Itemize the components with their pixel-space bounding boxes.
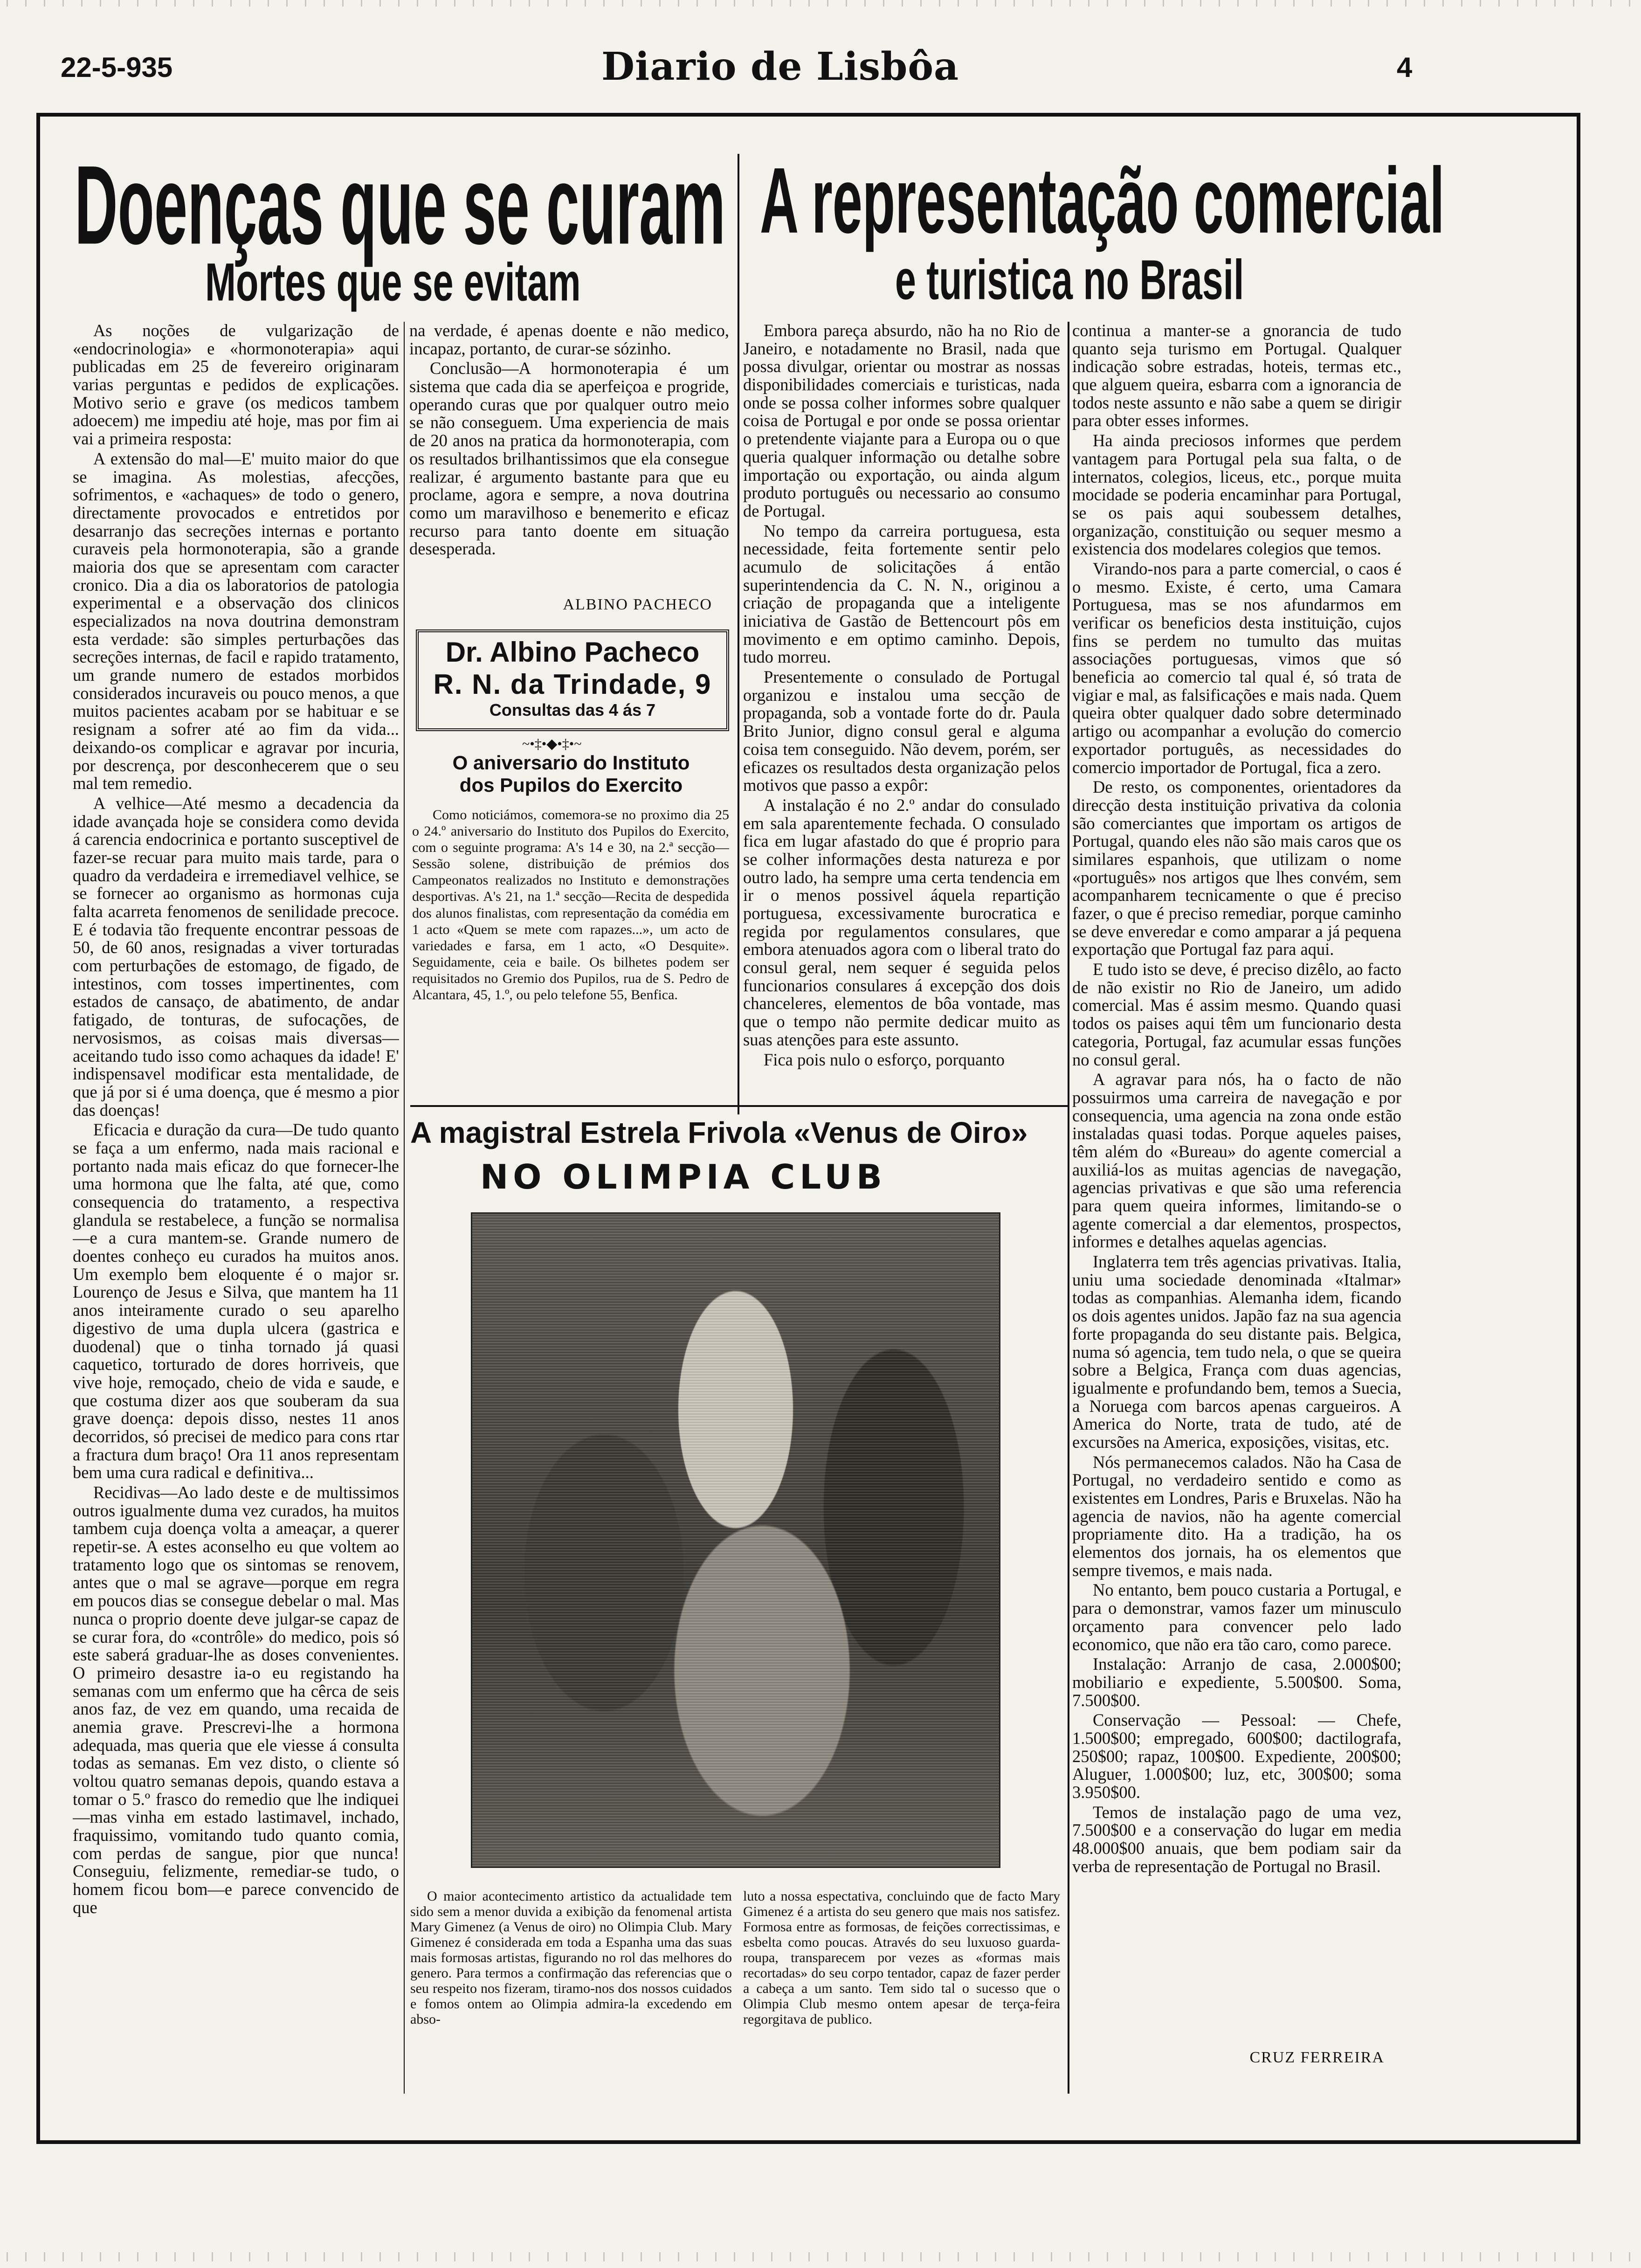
paragraph: Nós permanecemos calados. Não ha Casa de Portugal, no verdadeiro sentido e como as existentes em Londres, Paris e Bruxelas. Não ha agencia de navios, não ha agente comercial propriamente dito. Ha a tradição, ha os elementos dos jornais, ha os elementos que sempre tivemos, e mais nada.	[1072, 1452, 1401, 1580]
paragraph: As noções de vulgarização de «endocrinologia» e «hormonoterapia» aqui publicadas em 25 de fevereiro originaram varias perguntas e pedidos de explicações. Motivo serio e grave (os medicos tambem adoecem) me impediu até hoje, mas por fim ai vai a primeira resposta:	[73, 322, 399, 449]
venus-top-rule	[410, 1105, 1068, 1107]
institute-body	[412, 807, 729, 1096]
paragraph: Instalação: Arranjo de casa, 2.000$00; mobiliario e expediente, 5.500$00. Soma, 7.500$00.	[1072, 1654, 1401, 1710]
right-subheadline: e turistica no Brasil	[895, 248, 1244, 311]
paragraph: De resto, os componentes, orientadores da direcção desta instituição privativa da colonia são comerciantes que importam os artigos de Portugal, quando eles não são mais caros que os similares espanhois, que utilizam o nome «português» nos artigos que lhes convém, sem acompanharem tecnicamente o que é preciso fazer, o que é preciso remediar, porque caminho se deve enveredar e como amparar a já pequena exportação que Portugal faz para aqui.	[1072, 777, 1401, 959]
paragraph: Embora pareça absurdo, não ha no Rio de Janeiro, e notadamente no Brasil, nada que possa divulgar, orientar ou mostrar as nossas disponibilidades comerciais e turisticas, nada onde se possa colher informes sobre qualquer coisa de Portugal e por onde se possa orientar o pretendente viajante para a Europa ou o que queria qualquer informação ou detalhe sobre importação ou exportação, ou ainda algum produto português ou necessario ao consumo de Portugal.	[743, 322, 1060, 520]
institute-title	[410, 752, 732, 797]
paragraph: A instalação é no 2.º andar do consulado em sala aparentemente fechada. O consulado fica em lugar afastado do que é proprio para se colher informações desta natureza e por outro lado, ha sempre uma certa tendencia em ir o menos possivel áquela repartição portuguesa, excessivamente burocratica e regida por regulamentos consulares, que embora atenuados agora com o liberal trato do consul geral, nem sequer é seguida pelos funcionarios consulares á excepção dos dois chanceleres, elementos de bôa vontade, mas que o tempo não permite dedicar muito as suas atenções para este assunto.	[743, 795, 1060, 1049]
right-author: CRUZ FERREIRA	[1249, 2049, 1385, 2066]
right-article-col4	[1072, 322, 1401, 2042]
ad-address: R. N. da Trindade, 9	[433, 669, 712, 700]
paragraph: Presentemente o consulado de Portugal organizou e instalou uma secção de propaganda, sob a vontade forte do dr. Paula Brito Junior, digno consul geral e alguma coisa tem conseguido. Não devem, porém, ser eficazes os resultados desta organização pelos motivos que passo a expôr:	[743, 667, 1060, 795]
paragraph: Conservação — Pessoal: — Chefe, 1.500$00; empregado, 600$00; dactilografa, 250$00; rapaz, 100$00. Expediente, 200$00; Aluguer, 1.000$00; luz, etc, 300$00; soma 3.950$00.	[1072, 1710, 1401, 1802]
bottom-scan-edge	[0, 2252, 1641, 2261]
page-number: 4	[1397, 52, 1413, 83]
center-divider	[738, 154, 739, 1114]
paragraph: O maior acontecimento artistico da actualidade tem sido sem a menor duvida a exibição da fenomenal artista Mary Gimenez (a Venus de oiro) no Olimpia Club. Mary Gimenez é considerada em toda a Espanha uma das suas mais formosas artistas, figurando no rol das melhores do genero. Para termos a confirmação das referencias que o seu respeito nos fizeram, tiramo-nos dos nossos cuidados e fomos ontem ao Olimpia admira-la excedendo em abso-	[410, 1888, 732, 2027]
paragraph: A velhice—Até mesmo a decadencia da idade avançada hoje se considera como devida á carencia endocrinica e portanto susceptivel de fazer-se recuar para muito mais tarde, para o quadro da verdadeira e irremediavel velhice, se se fornecer ao organismo as hormonas cuja falta acarreta fenomenos de senilidade precoce. E é todavia tão frequente encontrar pessoas de 50, de 60 anos, resignadas a viver torturadas com perturbações de estomago, de figado, de intestinos, com tosses impertinentes, com estados de cansaço, de abatimento, de andar fatigado, de tonturas, de sufocações, de nervosismos, as coisas mais diversas—aceitando tudo isso como achaques da idade! E' indispensavel modificar esta mentalidade, de que já por si é uma doença, que é mesmo a pior das doenças!	[73, 793, 399, 1120]
paragraph: Ha ainda preciosos informes que perdem vantagem para Portugal pela sua falta, o de internatos, colegios, liceus, etc., porque muita mocidade se poderia encaminhar para Portugal, se os pais aqui soubessem detalhes, organização, constituição ou sequer mesmo a existencia dos modelares colegios que temos.	[1072, 431, 1401, 559]
left-article-col1	[73, 322, 399, 2094]
institute-title-line2: dos Pupilos do Exercito	[459, 774, 683, 796]
right-divider	[1068, 322, 1069, 2094]
paragraph: Inglaterra tem três agencias privativas. Italia, uniu uma sociedade denominada «Italmar» todas as companhias. Alemanha idem, ficando os dois agentes unidos. Japão faz na sua agencia forte propaganda do seu distante pais. Belgica, numa só agencia, tem tudo nela, o que se queira sobre a Belgica, França com duas agencias, igualmente e profundando bem, temos a Suecia, a Noruega com barcos apenas cargueiros. A America do Norte, trata de tudo, até de excursões na America, exposições, visitas, etc.	[1072, 1252, 1401, 1452]
left-headline: Doenças que se curam	[75, 142, 726, 268]
right-article-col3	[743, 322, 1060, 1096]
paragraph: luto a nossa espectativa, concluindo que de facto Mary Gimenez é a artista do seu genero que mais nos satisfez. Formosa entre as formosas, de feições correctissimas, e esbelta como poucas. Através do seu luxuoso guarda-roupa, transparecem por vezes as «formas mais recortadas» do seu corpo tentador, capaz de fazer perder a cabeça a um santo. Tem sido tal o sucesso que o Olimpia Club mesmo ontem apesar de terça-feira regorgitava de publico.	[743, 1888, 1060, 2027]
venus-title: A magistral Estrela Frivola «Venus de Oiro»	[410, 1116, 1028, 1149]
left-subheadline: Mortes que se evitam	[205, 252, 581, 312]
paragraph: na verdade, é apenas doente e não medico, incapaz, portanto, de curar-se sózinho.	[409, 322, 729, 358]
ad-hours: Consultas das 4 ás 7	[489, 700, 656, 719]
paragraph: E tudo isto se deve, é preciso dizêlo, ao facto de não existir no Rio de Janeiro, um adido comercial. Mas é assim mesmo. Quando quasi todos os paises aqui têm um funcionario desta categoria, Portugal, faz acumular essas funções no consul geral.	[1072, 960, 1401, 1069]
left-author: ALBINO PACHECO	[563, 596, 712, 613]
paragraph: Temos de instalação pago de uma vez, 7.500$00 e a conservação do lugar em media 48.000$00 anuais, que bem podiam sair da verba de representação de Portugal no Brasil.	[1072, 1802, 1401, 1876]
paragraph: A agravar para nós, ha o facto de não possuirmos uma carreira de navegação e por consequencia, uma agencia na zona onde estão instaladas quasi todas. Porque aqueles paises, têm além do «Bureau» do agente comercial a auxiliá-los as muitas agencias de navegação, agencias privativas e que são uma referencia para quem queira informes, limitando-se o agente comercial a dar elementos, prospectos, informes e detalhes aquelas agencias.	[1072, 1070, 1401, 1252]
masthead: Diario de Lisbôa	[601, 44, 959, 89]
paragraph: No entanto, bem pouco custaria a Portugal, e para o demonstrar, vamos fazer um minusculo orçamento para convencer pelo lado economico, que não era tão caro, como parece.	[1072, 1580, 1401, 1654]
paragraph: Eficacia e duração da cura—De tudo quanto se faça a um enfermo, nada mais racional e portanto nada mais eficaz do que fornecer-lhe uma hormona que lhe falta, até que, como consequencia do tratamento, a respectiva glandula se restabelece, a função se normalisa—e a cura mantem-se. Grande numero de doentes conheço eu curados ha muitos anos. Um exemplo bem eloquente é o major sr. Lourenço de Jesus e Silva, que mantem ha 11 anos inteiramente curado o seu aparelho digestivo de uma dupla ulcera (gastrica e duodenal) que o tinha tornado já quasi caquetico, torturado de dores horriveis, que vive hoje, remoçado, cheio de vida e saude, e que costuma dizer aos que souberam da sua grave doença: depois disso, nestes 11 anos decorridos, só precisei de medico para cons rtar a fractura dum braço! Ora 11 anos representam bem uma cura radical e definitiva...	[73, 1120, 399, 1482]
paragraph: continua a manter-se a gnorancia de tudo quanto seja turismo em Portugal. Qualquer indicação sobre estradas, hoteis, termas etc., que alguem queira, esbarra com a ignorancia de todos neste assunto e não sabe a quem se dirigir para obter esses informes.	[1072, 322, 1401, 430]
paragraph: No tempo da carreira portuguesa, esta necessidade, feita fortemente sentir pelo acumulo de solicitações á então superintendencia da C. N. N., originou a criação de propaganda que a inteligente iniciativa de Gastão de Bettencourt pôs em movimento e em optimo caminho. Depois, tudo morreu.	[743, 521, 1060, 667]
paragraph: Como noticiámos, comemora-se no proximo dia 25 o 24.º aniversario do Instituto dos Pupilos do Exercito, com o seguinte programa: A's 14 e 30, na 2.ª secção—Sessão solene, distribuição de prémios dos Campeonatos realizados no Instituto e demonstrações desportivas. A's 21, na 1.ª secção—Recita de despedida dos alunos finalistas, com representação da comédia em 1 acto «Quem se mete com rapazes...», um acto de variedades e farsa, em 1 acto, «O Desquite». Seguidamente, ceia e baile. Os bilhetes podem ser requisitados no Gremio dos Pupilos, rua de S. Pedro de Alcantara, 45, 1.º, ou pelo telefone 55, Benfica.	[412, 807, 729, 1003]
paragraph: Recidivas—Ao lado deste e de multissimos outros igualmente duma vez curados, ha muitos tambem cuja doença volta a ameaçar, a querer repetir-se. A estes aconselho eu que voltem ao tratamento logo que os sintomas se renovem, antes que o mal se agrave—porque em regra em poucos dias se consegue debelar o mal. Mas nunca o proprio doente deve julgar-se capaz de se curar fora, do «contrôle» do medico, pois só este saberá graduar-lhe as doses convenientes. O primeiro desastre ia-o eu registando ha semanas com um enfermo que ha cêrca de seis anos faz, de vez em quando, uma recaida de anemia grave. Prescrevi-lhe a hormona adequada, mas queria que ele viesse á consulta todas as semanas. Em vez disto, o cliente só voltou quatro semanas depois, quando estava a tomar o 5.º frasco do remedio que lhe indiquei—mas vinha em estado lastimavel, inchado, fraquissimo, vomitando tudo quanto comia, com perdas de sangue, pior que nunca! Conseguiu, felizmente, remediar-se tudo, o homem ficou bom—e parece convencido de que	[73, 1483, 399, 1917]
venus-subtitle: NO OLIMPIA CLUB	[480, 1157, 887, 1196]
paragraph: Conclusão—A hormonoterapia é um sistema que cada dia se aperfeiçoa e progride, operando curas que por qualquer outro meio se não conseguem. Uma experiencia de mais de 20 anos na pratica da hormonoterapia, com os resultados brilhantissimos que ela consegue realizar, é argumento bastante para que eu proclame, agora e sempre, a nova doutrina como um maravilhoso e benemerito e eficaz recurso para tanto doente em situação desesperada.	[409, 359, 729, 559]
institute-title-line1: O aniversario do Instituto	[452, 752, 690, 774]
venus-col-right	[743, 1888, 1060, 2094]
left-col-divider	[404, 322, 405, 2094]
top-scan-edge	[0, 0, 1641, 7]
issue-date: 22-5-935	[61, 52, 173, 83]
paragraph: Virando-nos para a parte comercial, o caos é o mesmo. Existe, é certo, uma Camara Portuguesa, mas se nos afundarmos em verificar os beneficios desta instituição, cujos fins se perdem no tumulto das muitas associações portuguesas, vimos que só beneficia ao comercio tal qual é, só trata de vigiar e mal, as falsificações e mais nada. Quem queira obter qualquer dado sobre determinado artigo ou acompanhar a evolução do comercio exportador português, as necessidades do comercio importador de Portugal, fica a zero.	[1072, 559, 1401, 777]
right-headline: A representação comercial	[760, 148, 1445, 253]
paragraph: A extensão do mal—E' muito maior do que se imagina. As molestias, afecções, sofrimentos, e «achaques» de todo o genero, directamente provocados e entretidos por desarranjo das secreções internas e portanto curaveis pela hormonoterapia, são a grande maioria dos que se apresentam com caracter cronico. Dia a dia os laboratorios de patologia experimental e a observação dos clinicos especializados na nova doutrina demonstram esta verdade: são simples perturbações das secreções internas, de facil e rapido tratamento, um grande numero de estados morbidos considerados incuraveis ou pouco menos, a que muitos pacientes acabam por se habituar e se resignam a sofrer até ao fim da vida... deixando-os complicar e agravar por incuria, por descrença, por desconhecerem que o seu mal tem remedio.	[73, 449, 399, 793]
paragraph: Fica pois nulo o esforço, porquanto	[764, 1050, 1005, 1069]
doctor-ad-box	[416, 629, 729, 731]
institute-ornament: ~•‡•◆•‡•~	[522, 736, 582, 752]
venus-col-left	[410, 1888, 732, 2094]
ad-doctor-name: Dr. Albino Pacheco	[445, 636, 700, 668]
venus-photo	[471, 1212, 1000, 1868]
left-article-col2	[409, 322, 729, 611]
